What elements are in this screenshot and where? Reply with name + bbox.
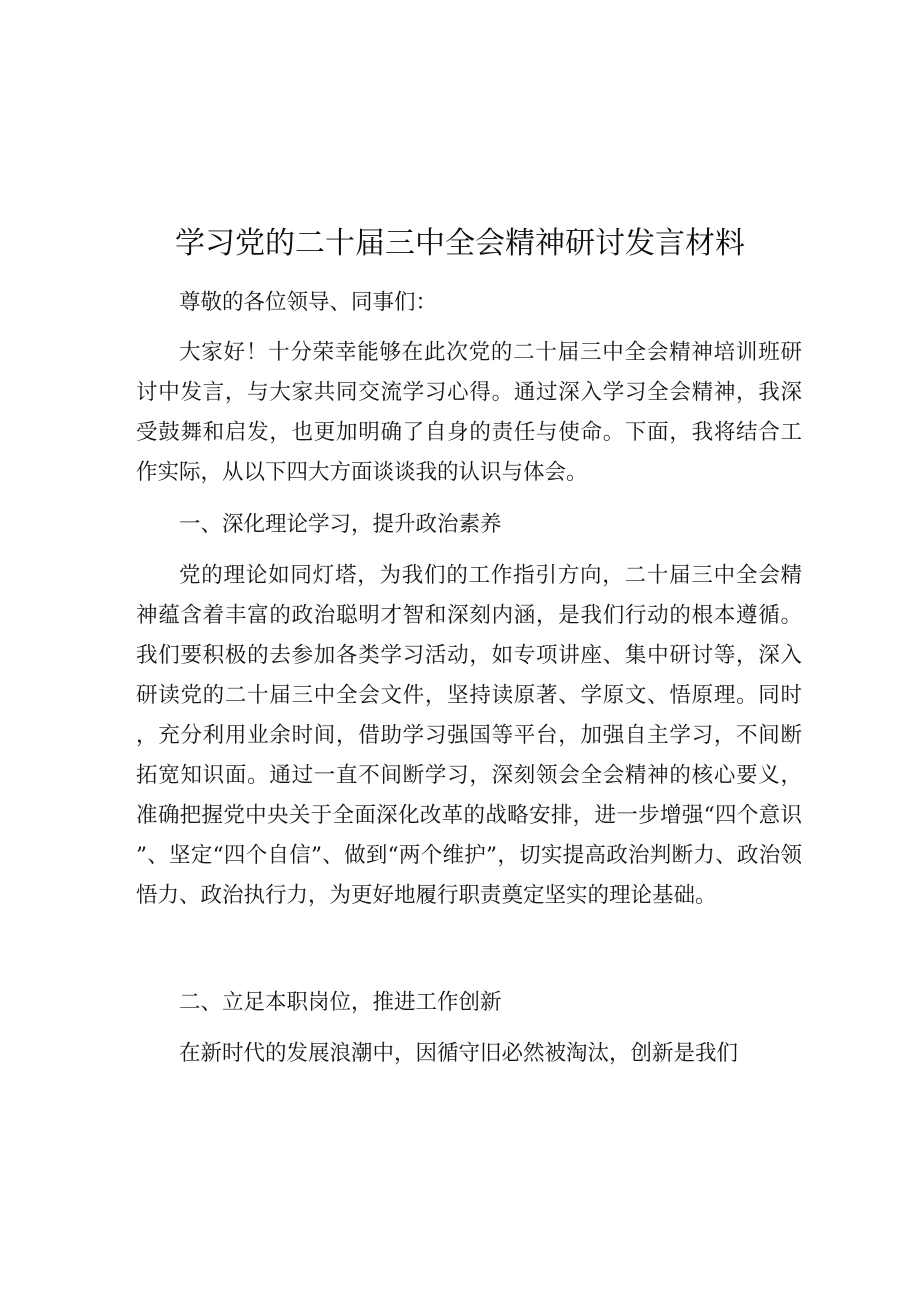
intro-paragraph: 大家好！十分荣幸能够在此次党的二十届三中全会精神培训班研讨中发言，与大家共同交流学习心得。通过深入学习全会精神，我深受鼓舞和启发，也更加明确了自身的责任与使命。下面，我将结合工作实际，从以下四大方面谈谈我的认识与体会。 [136, 340, 802, 485]
section-1-heading: 一、深化理论学习，提升政治素养 [179, 512, 502, 537]
section-2-heading: 二、立足本职岗位，推进工作创新 [179, 990, 502, 1015]
section-2-paragraph: 在新时代的发展浪潮中，因循守旧必然被淘汰，创新是我们 [179, 1041, 739, 1066]
document-title: 学习党的二十届三中全会精神研讨发言材料 [175, 226, 745, 261]
greeting-paragraph: 尊敬的各位领导、同事们： [179, 290, 438, 315]
section-1-paragraph: 党的理论如同灯塔，为我们的工作指引方向，二十届三中全会精神蕴含着丰富的政治聪明才智和深刻内涵，是我们行动的根本遵循。我们要积极的去参加各类学习活动，如专项讲座、集中研讨等，深入研读党的二十届三中全会文件，坚持读原著、学原文、悟原理。同时，充分利用业余时间，借助学习强国等平台，加强自主学习，不间断拓宽知识面。通过一直不间断学习，深刻领会全会精神的核心要义，准确把握党中央关于全面深化改革的战略安排，进一步增强“四个意识”、坚定“四个自信”、做到“两个维护”，切实提高政治判断力、政治领悟力、政治执行力，为更好地履行职责奠定坚实的理论基础。 [136, 563, 802, 908]
